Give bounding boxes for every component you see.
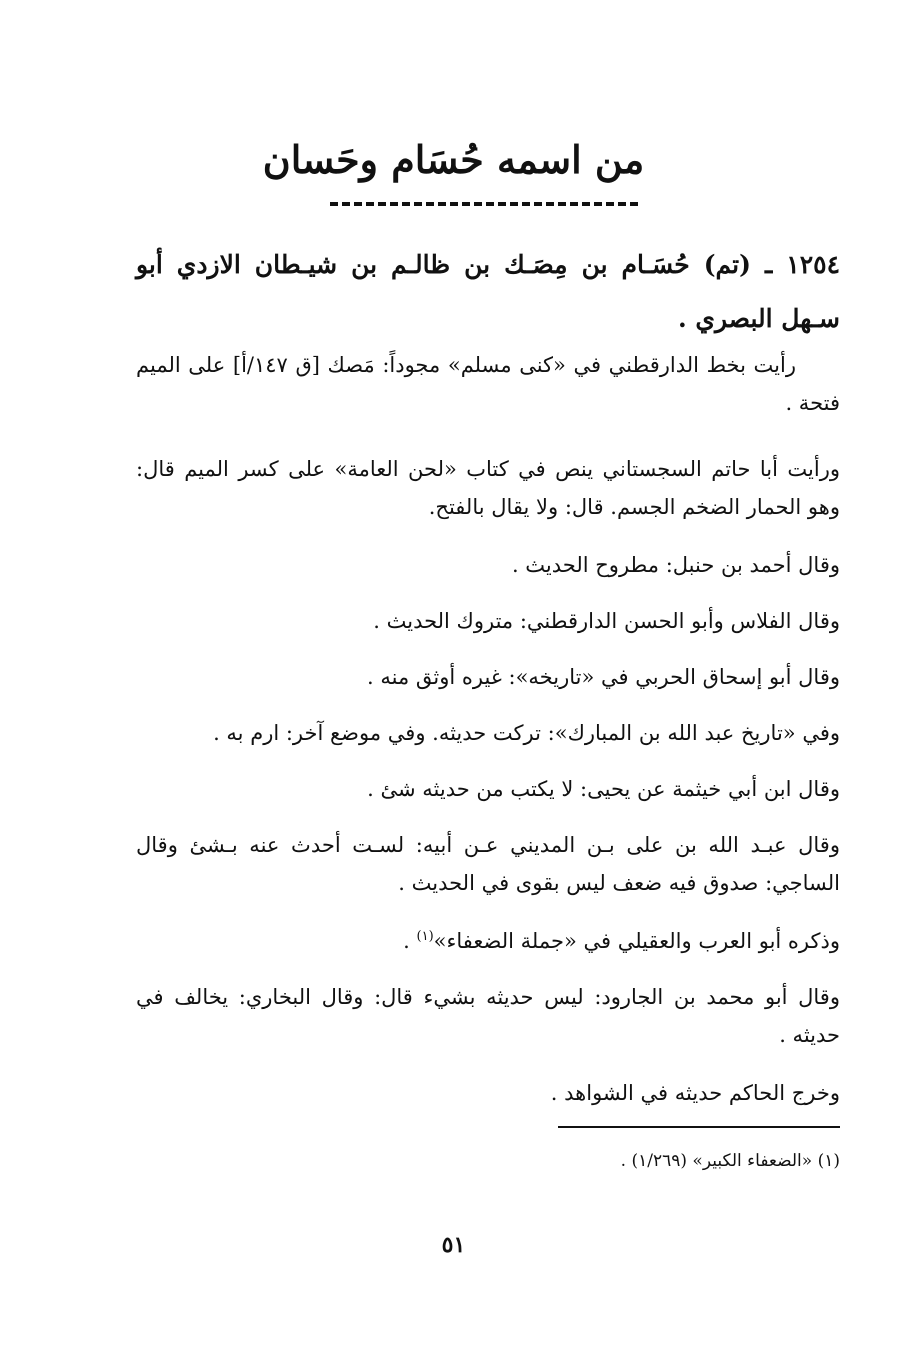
paragraph-9 [136,922,840,960]
page-number: ٥١ [441,1232,466,1258]
footnote: (١) «الضعفاء الكبير» (١/٢٦٩) . [620,1151,840,1171]
paragraph-10: وقال أبو محمد بن الجارود: ليس حديثه بشيء قال: وقال البخاري: يخالف في حديثه . [136,985,840,1047]
paragraph-2: ورأيت أبا حاتم السجستاني ينص في كتاب «لحن العامة» على كسر الميم قال: وهو الحمار الضخم الجسم. قال: ولا يقال بالفتح. [136,457,840,519]
title-divider [330,202,638,206]
paragraph-4: وقال الفلاس وأبو الحسن الدارقطني: متروك الحديث . [373,609,840,633]
paragraph-9-text: وذكره أبو العرب والعقيلي في «جملة الضعفاء» [433,929,840,953]
entry-heading: ١٢٥٤ ـ (تم) حُسَـام بن مِصَـك بن ظالـم بن شيـطان الازدي أبو سـهل البصري . [136,250,840,333]
paragraph-8: وقال عبـد الله بن على بـن المديني عـن أبيه: لسـت أحدث عنه بـشئ وقال الساجي: صدوق فيه ضعف ليس بقوى في الحديث . [136,833,840,895]
paragraph-9-tail: . [403,929,417,953]
paragraph-3: وقال أحمد بن حنبل: مطروح الحديث . [511,553,840,577]
chapter-title: من اسمه حُسَام وحَسان [262,137,645,182]
paragraph-1: رأيت بخط الدارقطني في «كنى مسلم» مجوداً: مَصك [ق ١٤٧/أ] على الميم فتحة . [136,353,840,415]
footnote-divider [558,1126,840,1128]
paragraph-7: وقال ابن أبي خيثمة عن يحيى: لا يكتب من حديثه شئ . [367,777,840,801]
paragraph-5: وقال أبو إسحاق الحربي في «تاريخه»: غيره أوثق منه . [367,665,840,689]
paragraph-6: وفي «تاريخ عبد الله بن المبارك»: تركت حديثه. وفي موضع آخر: ارم به . [213,721,840,745]
paragraph-11: وخرج الحاكم حديثه في الشواهد . [550,1081,840,1105]
footnote-reference[interactable]: (١) [416,929,434,944]
